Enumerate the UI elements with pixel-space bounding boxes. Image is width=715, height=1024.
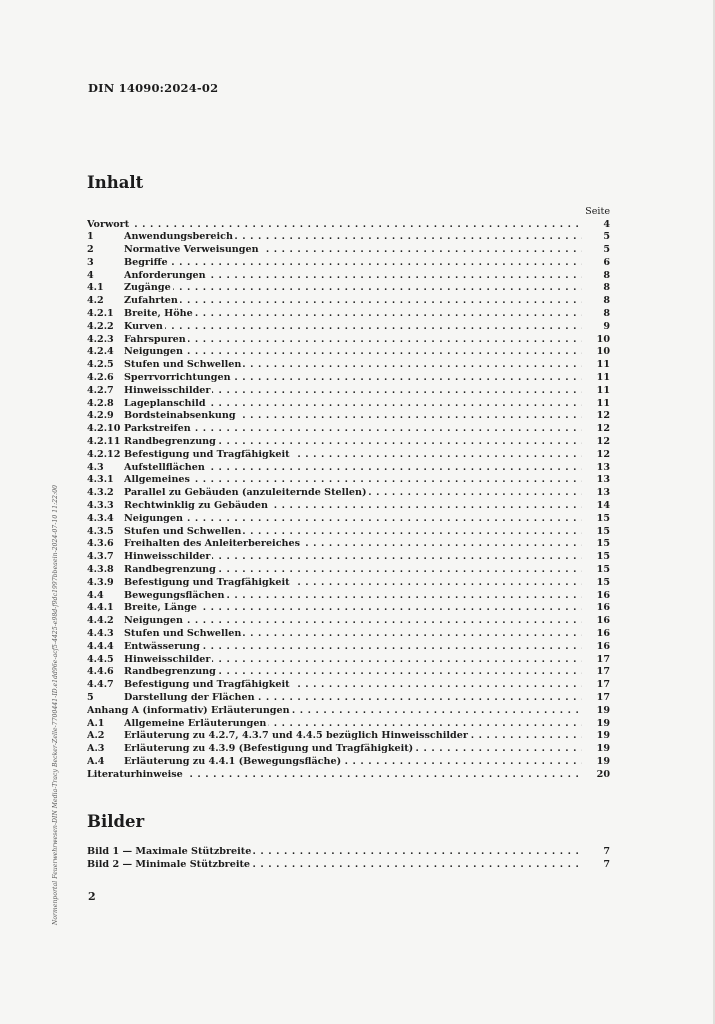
- toc-entry[interactable]: [87, 730, 610, 743]
- toc-entry[interactable]: [87, 244, 610, 257]
- entry-title: Darstellung der Flächen . . .: [124, 692, 582, 705]
- entry-title: Erläuterung zu 4.4.1 (Bewegungsfläche) . . .: [124, 756, 582, 769]
- entry-number: A.1: [87, 717, 105, 729]
- entry-number: 1: [87, 231, 94, 243]
- entry-page-number: 16: [596, 615, 610, 627]
- entry-page-number: 16: [596, 589, 610, 601]
- toc-entry[interactable]: [87, 679, 610, 692]
- entry-title: Randbegrenzung . . .: [124, 564, 582, 577]
- entry-title: Befestigung und Tragfähigkeit . . .: [124, 679, 582, 692]
- entry-page-number: 19: [596, 755, 610, 767]
- entry-page-number: 12: [596, 410, 610, 422]
- entry-title: Parkstreifen . . .: [124, 423, 582, 436]
- entry-page-number: 11: [596, 359, 610, 371]
- entry-page-number: 11: [596, 372, 610, 384]
- entry-page-number: 17: [596, 666, 610, 678]
- entry-page-number: 19: [596, 743, 610, 755]
- figure-entry[interactable]: [87, 859, 610, 872]
- toc-entry[interactable]: [87, 219, 610, 232]
- entry-title: Normative Verweisungen . . .: [124, 244, 582, 257]
- entry-title: Neigungen . . .: [124, 615, 582, 628]
- entry-number: 4.2.1: [87, 308, 114, 320]
- entry-title: Aufstellflächen . . .: [124, 462, 582, 475]
- entry-page-number: 15: [596, 512, 610, 524]
- entry-number: 4.3: [87, 461, 104, 473]
- entry-title: Sperrvorrichtungen . . .: [124, 372, 582, 385]
- entry-page-number: 9: [603, 320, 610, 332]
- figure-entry[interactable]: [87, 846, 610, 859]
- entry-title: Allgemeine Erläuterungen . . .: [124, 718, 582, 731]
- entry-page-number: 8: [603, 295, 610, 307]
- entry-title: Erläuterung zu 4.3.9 (Befestigung und Tragfähigkeit) . . .: [124, 743, 582, 756]
- entry-number: 4.2.11: [87, 436, 121, 448]
- toc-entry[interactable]: [87, 743, 610, 756]
- document-code: DIN 14090:2024-02: [88, 81, 219, 95]
- entry-number: 4.2.2: [87, 320, 114, 332]
- entry-number: 4.3.5: [87, 525, 114, 537]
- entry-page-number: 17: [596, 691, 610, 703]
- entry-page-number: 15: [596, 576, 610, 588]
- entry-title: Befestigung und Tragfähigkeit . . .: [124, 449, 582, 462]
- entry-title: Literaturhinweise . . .: [87, 769, 582, 782]
- entry-number: A.2: [87, 730, 105, 742]
- entry-number: 4.4.1: [87, 602, 114, 614]
- entry-page-number: 14: [596, 500, 610, 512]
- toc-entry[interactable]: [87, 334, 610, 347]
- toc-entry[interactable]: [87, 526, 610, 539]
- entry-title: Randbegrenzung . . .: [124, 666, 582, 679]
- entry-title: Anhang A (informativ) Erläuterungen . . .: [87, 705, 582, 718]
- entry-page-number: 8: [603, 308, 610, 320]
- toc-entry[interactable]: [87, 270, 610, 283]
- entry-title: Hinweisschilder . . .: [124, 385, 582, 398]
- entry-page-number: 7: [603, 846, 610, 857]
- toc-entry[interactable]: [87, 615, 610, 628]
- figures-title: Bilder: [87, 812, 145, 831]
- toc-entry[interactable]: [87, 423, 610, 436]
- entry-page-number: 17: [596, 653, 610, 665]
- toc-entry[interactable]: [87, 321, 610, 334]
- toc-title: Inhalt: [87, 173, 144, 192]
- toc-entry[interactable]: [87, 295, 610, 308]
- toc-entry[interactable]: [87, 590, 610, 603]
- entry-title: Stufen und Schwellen . . .: [124, 359, 582, 372]
- entry-number: 4.4.6: [87, 666, 114, 678]
- entry-number: 4.4.4: [87, 640, 114, 652]
- toc-entry[interactable]: [87, 538, 610, 551]
- entry-page-number: 13: [596, 487, 610, 499]
- entry-page-number: 15: [596, 551, 610, 563]
- entry-title: Anforderungen . . .: [124, 270, 582, 283]
- entry-number: 4.4: [87, 589, 104, 601]
- entry-number: 4.3.1: [87, 474, 114, 486]
- entry-number: 4.3.9: [87, 576, 114, 588]
- entry-number: 4.4.5: [87, 653, 114, 665]
- table-of-contents: [87, 219, 610, 782]
- entry-title: Begriffe . . .: [124, 257, 582, 270]
- entry-title: Anwendungsbereich . . .: [124, 231, 582, 244]
- toc-entry[interactable]: [87, 257, 610, 270]
- toc-entry[interactable]: [87, 385, 610, 398]
- toc-entry[interactable]: [87, 769, 610, 782]
- entry-page-number: 20: [596, 768, 610, 780]
- entry-number: 4.2.10: [87, 423, 121, 435]
- entry-number: 4.2.7: [87, 384, 114, 396]
- entry-number: 4: [87, 269, 94, 281]
- entry-number: 3: [87, 256, 94, 268]
- entry-page-number: 12: [596, 448, 610, 460]
- toc-entry[interactable]: [87, 359, 610, 372]
- toc-entry[interactable]: [87, 410, 610, 423]
- entry-number: 4.2.3: [87, 333, 114, 345]
- toc-entry[interactable]: [87, 474, 610, 487]
- toc-entry[interactable]: [87, 231, 610, 244]
- entry-number: A.3: [87, 743, 105, 755]
- entry-page-number: 6: [603, 256, 610, 268]
- entry-title: Rechtwinklig zu Gebäuden . . .: [124, 500, 582, 513]
- entry-page-number: 15: [596, 525, 610, 537]
- entry-title: Neigungen . . .: [124, 513, 582, 526]
- entry-page-number: 13: [596, 474, 610, 486]
- toc-entry[interactable]: [87, 462, 610, 475]
- entry-number: 4.3.7: [87, 551, 114, 563]
- entry-title: Bild 2 — Minimale Stützbreite . . .: [87, 859, 582, 872]
- toc-entry[interactable]: [87, 308, 610, 321]
- entry-title: Erläuterung zu 4.2.7, 4.3.7 und 4.4.5 bezüglich Hinweisschilder . . .: [124, 730, 582, 743]
- entry-title: Freihalten des Anleiterbereiches . . .: [124, 538, 582, 551]
- toc-entry[interactable]: [87, 692, 610, 705]
- entry-page-number: 16: [596, 628, 610, 639]
- page-number: 2: [88, 890, 96, 903]
- entry-number: 4.3.2: [87, 487, 114, 499]
- entry-title: Breite, Höhe . . .: [124, 308, 582, 321]
- entry-number: 4.3.6: [87, 538, 114, 550]
- entry-page-number: 10: [596, 333, 610, 345]
- entry-page-number: 17: [596, 679, 610, 691]
- entry-number: 4.2.6: [87, 372, 114, 384]
- entry-number: A.4: [87, 755, 105, 767]
- entry-number: 4.2: [87, 295, 104, 307]
- side-watermark-note: Normenportal Feuerwehrwesen-DIN Media-Tracy Becker-Zelle-7700441-ID.e1dd96e-acf5-4425-e98d-f9dc1997bbeaein-2024-07-10 11:22:00: [52, 484, 59, 925]
- list-of-figures: [87, 846, 610, 872]
- toc-entry[interactable]: [87, 372, 610, 385]
- toc-entry[interactable]: [87, 705, 610, 718]
- toc-entry[interactable]: [87, 449, 610, 462]
- entry-number: 4.3.3: [87, 500, 114, 512]
- toc-entry[interactable]: [87, 641, 610, 654]
- toc-entry[interactable]: [87, 577, 610, 590]
- entry-title: Hinweisschilder . . .: [124, 654, 582, 667]
- toc-entry[interactable]: [87, 346, 610, 359]
- toc-entry[interactable]: [87, 282, 610, 295]
- entry-title: Bild 1 — Maximale Stützbreite . . .: [87, 846, 582, 859]
- entry-page-number: 12: [596, 436, 610, 448]
- entry-title: Allgemeines . . .: [124, 474, 582, 487]
- toc-entry[interactable]: [87, 564, 610, 577]
- toc-entry[interactable]: [87, 436, 610, 449]
- entry-page-number: 16: [596, 602, 610, 614]
- toc-entry[interactable]: [87, 628, 610, 641]
- entry-number: 4.3.4: [87, 512, 114, 524]
- entry-title: Neigungen . . .: [124, 346, 582, 359]
- entry-title: Kurven . . .: [124, 321, 582, 334]
- entry-number: 4.4.7: [87, 679, 114, 691]
- entry-title: Befestigung und Tragfähigkeit . . .: [124, 577, 582, 590]
- toc-entry[interactable]: [87, 500, 610, 513]
- entry-number: 5: [87, 691, 94, 703]
- entry-number: 4.3.8: [87, 564, 114, 576]
- entry-title: Zugänge . . .: [124, 282, 582, 295]
- entry-page-number: 5: [603, 231, 610, 243]
- entry-page-number: 4: [603, 218, 610, 230]
- toc-entry[interactable]: [87, 513, 610, 526]
- entry-number: 4.2.9: [87, 410, 114, 422]
- entry-page-number: 12: [596, 423, 610, 435]
- entry-title: Lageplanschild . . .: [124, 398, 582, 411]
- entry-page-number: 11: [596, 397, 610, 409]
- entry-title: Stufen und Schwellen . . .: [124, 628, 582, 641]
- entry-title: Hinweisschilder . . .: [124, 551, 582, 564]
- entry-page-number: 19: [596, 717, 610, 729]
- entry-page-number: 5: [603, 244, 610, 256]
- entry-page-number: 8: [603, 269, 610, 281]
- entry-title: Bewegungsflächen . . .: [124, 590, 582, 603]
- toc-entry[interactable]: [87, 654, 610, 667]
- entry-title: Stufen und Schwellen . . .: [124, 526, 582, 539]
- entry-page-number: 8: [603, 282, 610, 294]
- entry-number: 4.4.3: [87, 628, 114, 639]
- entry-number: 4.2.5: [87, 359, 114, 371]
- entry-title: Fahrspuren . . .: [124, 334, 582, 347]
- entry-page-number: 19: [596, 704, 610, 716]
- entry-number: 4.4.2: [87, 615, 114, 627]
- toc-entry[interactable]: [87, 718, 610, 731]
- toc-entry[interactable]: [87, 551, 610, 564]
- entry-page-number: 15: [596, 564, 610, 576]
- page-column-label: Seite: [585, 206, 610, 217]
- entry-title: Breite, Länge . . .: [124, 602, 582, 615]
- entry-number: 4.2.12: [87, 448, 121, 460]
- entry-page-number: 16: [596, 640, 610, 652]
- entry-number: 4.2.8: [87, 397, 114, 409]
- entry-page-number: 11: [596, 384, 610, 396]
- entry-title: Entwässerung . . .: [124, 641, 582, 654]
- entry-page-number: 19: [596, 730, 610, 742]
- entry-page-number: 10: [596, 346, 610, 358]
- toc-entry[interactable]: [87, 398, 610, 411]
- entry-title: Vorwort . . .: [87, 219, 582, 232]
- entry-page-number: 13: [596, 461, 610, 473]
- entry-title: Zufahrten . . .: [124, 295, 582, 308]
- toc-entry[interactable]: [87, 602, 610, 615]
- entry-title: Bordsteinabsenkung . . .: [124, 410, 582, 423]
- entry-number: 2: [87, 244, 94, 256]
- toc-entry[interactable]: [87, 666, 610, 679]
- entry-page-number: 15: [596, 538, 610, 550]
- entry-page-number: 7: [603, 858, 610, 870]
- entry-number: 4.2.4: [87, 346, 114, 358]
- entry-number: 4.1: [87, 282, 104, 294]
- entry-title: Randbegrenzung . . .: [124, 436, 582, 449]
- entry-title: Parallel zu Gebäuden (anzuleiternde Stellen) . . .: [124, 487, 582, 500]
- toc-entry[interactable]: [87, 487, 610, 500]
- toc-entry[interactable]: [87, 756, 610, 769]
